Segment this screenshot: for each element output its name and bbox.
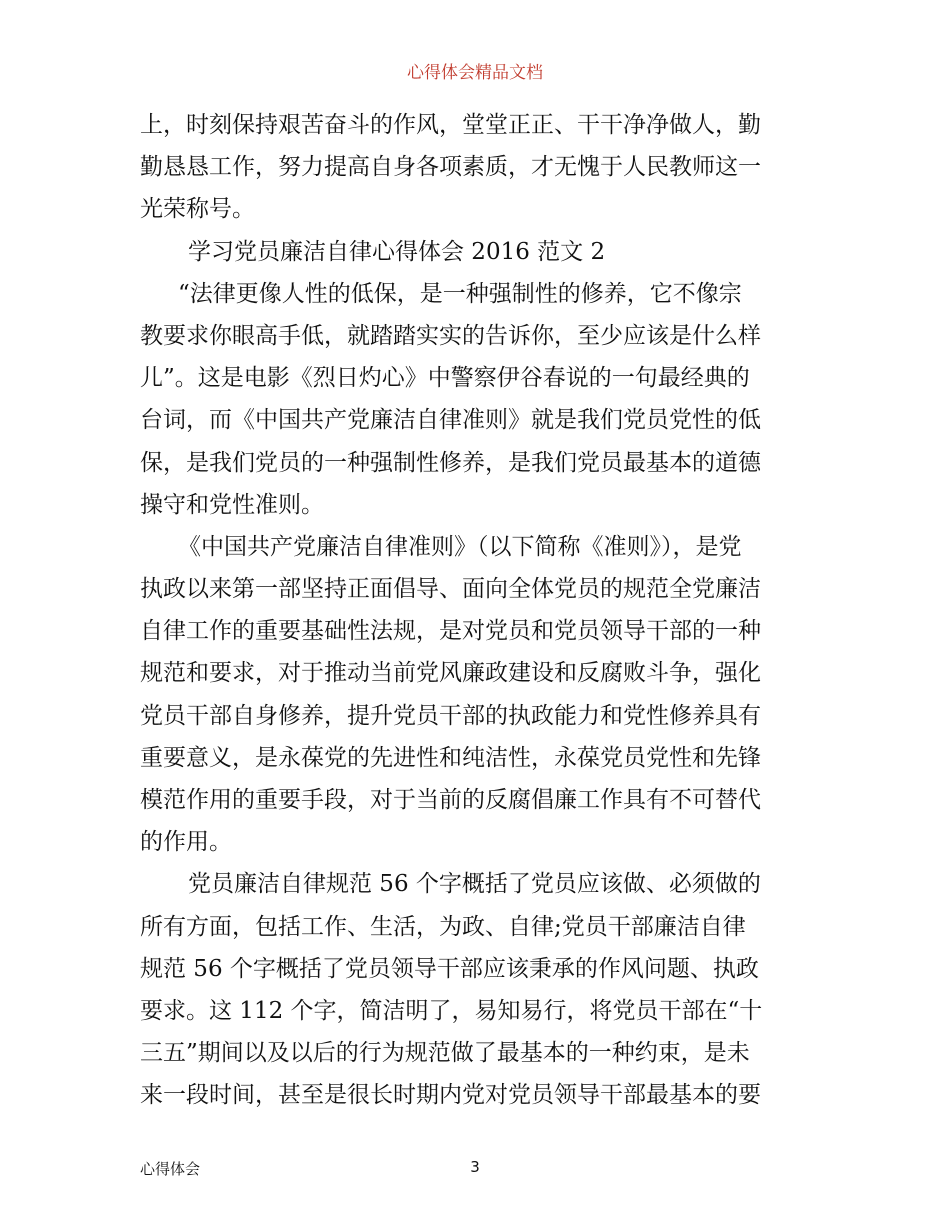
text-line: 的作用。 [140, 829, 232, 856]
page-number: 3 [470, 1158, 480, 1176]
section-heading: 学习党员廉洁自律心得体会 2016 范文 2 [188, 238, 606, 265]
text-line: 所有方面，包括工作、生活，为政、自律;党员干部廉洁自律 [140, 913, 746, 940]
text-line: 台词，而《中国共产党廉洁自律准则》就是我们党员党性的低 [140, 407, 761, 434]
text-line: 来一段时间，甚至是很长时期内党对党员领导干部最基本的要 [140, 1082, 761, 1109]
text-line: 教要求你眼高手低，就踏踏实实的告诉你，至少应该是什么样 [140, 322, 761, 349]
text-line: “法律更像人性的低保，是一种强制性的修养，它不像宗 [178, 280, 742, 307]
text-line: 上，时刻保持艰苦奋斗的作风，堂堂正正、干干净净做人，勤 [140, 112, 761, 138]
text-line: 要求。这 112 个字，简洁明了，易知易行，将党员干部在“十 [140, 997, 763, 1024]
document-body [140, 104, 810, 1117]
document-header-title: 心得体会精品文档 [407, 63, 543, 83]
text-line: 儿”。这是电影《烈日灼心》中警察伊谷春说的一句最经典的 [140, 365, 750, 392]
text-line: 三五”期间以及以后的行为规范做了最基本的一种约束，是未 [140, 1040, 750, 1067]
text-line: 模范作用的重要手段，对于当前的反腐倡廉工作具有不可替代 [140, 787, 761, 813]
text-line: 党员廉洁自律规范 56 个字概括了党员应该做、必须做的 [188, 871, 761, 898]
text-line: 勤恳恳工作，努力提高自身各项素质，才无愧于人民教师这一 [140, 154, 761, 181]
text-line: 党员干部自身修养，提升党员干部的执政能力和党性修养具有 [140, 702, 761, 729]
text-line: 自律工作的重要基础性法规，是对党员和党员领导干部的一种 [140, 618, 761, 645]
text-line: 规范 56 个字概括了党员领导干部应该秉承的作风问题、执政 [140, 955, 759, 982]
footer-label: 心得体会 [140, 1160, 201, 1178]
text-line: 《中国共产党廉洁自律准则》（以下简称《准则》），是党 [178, 533, 742, 560]
text-line: 重要意义，是永葆党的先进性和纯洁性，永葆党员党性和先锋 [140, 744, 761, 771]
text-line: 执政以来第一部坚持正面倡导、面向全体党员的规范全党廉洁 [140, 576, 761, 603]
text-line: 操守和党性准则。 [140, 491, 324, 518]
text-line: 保，是我们党员的一种强制性修养，是我们党员最基本的道德 [140, 449, 761, 476]
text-line: 光荣称号。 [140, 196, 255, 223]
text-line: 规范和要求，对于推动当前党风廉政建设和反腐败斗争，强化 [140, 660, 761, 687]
